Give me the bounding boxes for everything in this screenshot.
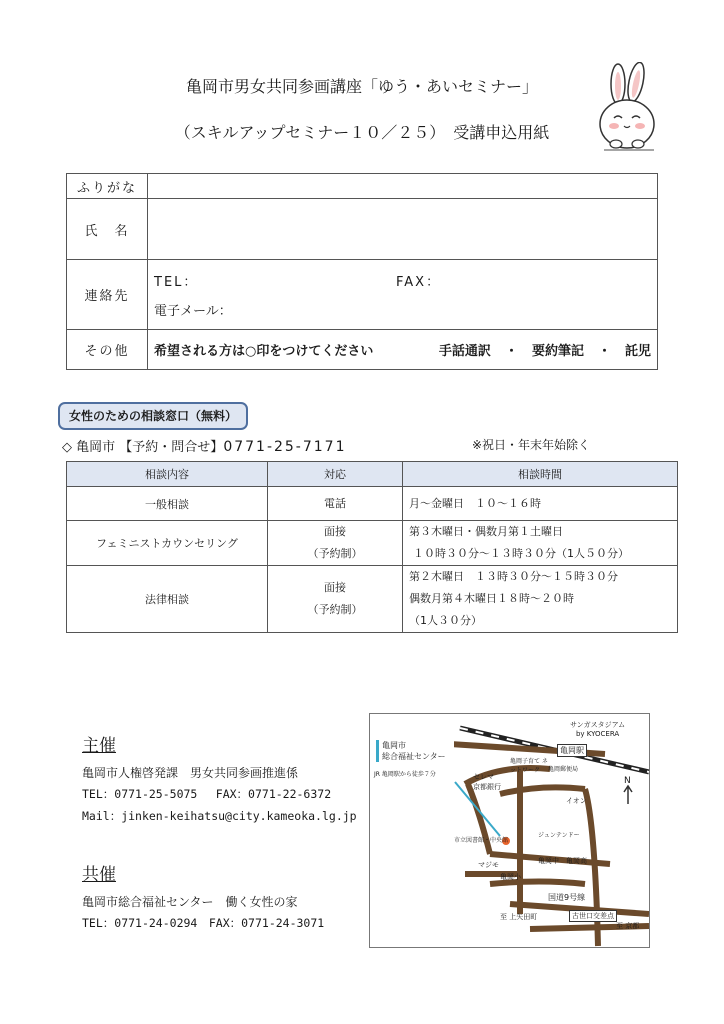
tel-label: TEL： (154, 274, 199, 290)
table-row (67, 521, 678, 566)
time-line: 偶数月第４木曜日１８時～２０時 (409, 592, 574, 605)
time-line: （1人３０分） (409, 614, 482, 627)
method-line: 面接 (324, 581, 346, 594)
map-label: 京都銀行 (473, 783, 501, 791)
stadium-sub: by KYOCERA (575, 730, 620, 738)
option-summary-writing[interactable]: 要約筆記 (531, 344, 584, 359)
method-line: （予約制） (307, 603, 363, 616)
consult-badge: 女性のための相談窓口（無料） (58, 402, 248, 430)
consult-contact-line (62, 436, 662, 455)
map-label: 至 上矢田町 (500, 913, 538, 921)
contact-label: 連絡先 (67, 260, 148, 330)
consult-table (66, 461, 678, 633)
consult-city: 亀岡市 (76, 440, 116, 455)
organizer-heading: 主催 (82, 736, 116, 756)
rabbit-mascot-illustration (592, 62, 664, 158)
map-label: 古世口交差点 (569, 910, 617, 922)
table-row (67, 487, 678, 521)
other-label: その他 (67, 330, 148, 370)
option-separator: ・ (504, 344, 518, 359)
consult-content: 一般相談 (67, 487, 268, 521)
option-separator: ・ (597, 344, 611, 359)
center-label-box (376, 740, 454, 762)
table-header: 対応 (268, 462, 403, 487)
consult-method (268, 521, 403, 566)
fax-label: FAX： (396, 274, 442, 290)
stadium-label (570, 720, 625, 738)
station-label: 亀岡駅 (557, 744, 587, 757)
map-label: 亀岡子育て ネットワーク (510, 758, 548, 774)
consult-content: 法律相談 (67, 566, 268, 633)
table-row (67, 566, 678, 633)
time-line: １０時３０分～１３時３０分（1人５０分） (413, 547, 629, 560)
consult-reserve-label: 【予約・問合せ】 (119, 440, 224, 455)
consult-time (403, 566, 678, 633)
title-line-2: （スキルアップセミナー１０／２５） 受講申込用紙 (174, 123, 550, 142)
access-map (369, 713, 650, 948)
map-label: 亀岡高 (566, 857, 587, 865)
time-line: 第３木曜日・偶数月第１土曜日 (409, 525, 563, 538)
map-label: 亀岡郵便局 (548, 766, 579, 773)
map-label: イオン (566, 797, 587, 805)
consult-content: フェミニストカウンセリング (67, 521, 268, 566)
furigana-label: ふりがな (67, 174, 148, 199)
consult-phone: 0771-25-7171 (223, 439, 347, 455)
co-organizer-tel-fax: TEL：0771-24-0294 FAX：0771-24-3071 (82, 916, 325, 930)
name-field[interactable] (148, 199, 658, 260)
name-label: 氏 名 (67, 199, 148, 260)
other-field[interactable] (148, 330, 658, 370)
organizer-tel-fax: TEL：0771-25-5075 FAX：0771-22-6372 (82, 787, 332, 801)
option-sign-language[interactable]: 手話通訳 (438, 344, 491, 359)
title-line-1: 亀岡市男女共同参画講座「ゆう・あいセミナー」 (185, 77, 538, 96)
other-instruction: 希望される方は○印をつけてください (154, 344, 374, 359)
method-line: 面接 (324, 525, 346, 538)
option-childcare[interactable]: 託児 (624, 344, 651, 359)
method-line: 電話 (324, 496, 346, 510)
map-label: 亀岡小 (500, 873, 521, 881)
consult-method (268, 487, 403, 521)
consult-time (403, 487, 678, 521)
walk-note: JR 亀岡駅から徒歩７分 (374, 771, 436, 778)
consult-method (268, 566, 403, 633)
time-line: 月～金曜日 １０～１６時 (409, 496, 541, 510)
map-label: マジモ (478, 861, 499, 869)
co-organizer-name: 亀岡市総合福祉センター 働く女性の家 (82, 895, 298, 909)
map-label: 亀岡中 (538, 857, 559, 865)
table-header: 相談時間 (403, 462, 678, 487)
organizer-mail[interactable]: Mail：jinken-keihatsu@city.kameoka.lg.jp (82, 809, 357, 823)
method-line: （予約制） (307, 547, 363, 560)
application-form (66, 173, 658, 370)
email-label: 電子メール： (154, 303, 232, 319)
map-label: 市立図書館・中央館 (454, 837, 509, 844)
time-line: 第２木曜日 １３時３０分～１５時３０分 (409, 570, 618, 583)
north-label: N (624, 776, 631, 786)
map-label: セレマ (473, 773, 494, 781)
table-header: 相談内容 (67, 462, 268, 487)
map-label: 国道9号線 (548, 893, 586, 902)
diamond-icon: ◇ (62, 440, 72, 455)
consult-note: ※祝日・年末年始除く (472, 438, 591, 452)
map-label: ジュンテンドー (538, 832, 580, 839)
contact-field[interactable] (148, 260, 658, 330)
furigana-field[interactable] (148, 174, 658, 199)
stadium-name: サンガスタジアム (570, 721, 626, 729)
co-organizer-heading: 共催 (82, 865, 116, 885)
center-title: 亀岡市 (382, 741, 406, 750)
organizer-name: 亀岡市人権啓発課 男女共同参画推進係 (82, 766, 299, 780)
consult-time (403, 521, 678, 566)
north-arrow-icon (624, 786, 632, 804)
map-label: 至 京都 (616, 922, 640, 930)
center-title: 総合福祉センター (382, 752, 446, 761)
